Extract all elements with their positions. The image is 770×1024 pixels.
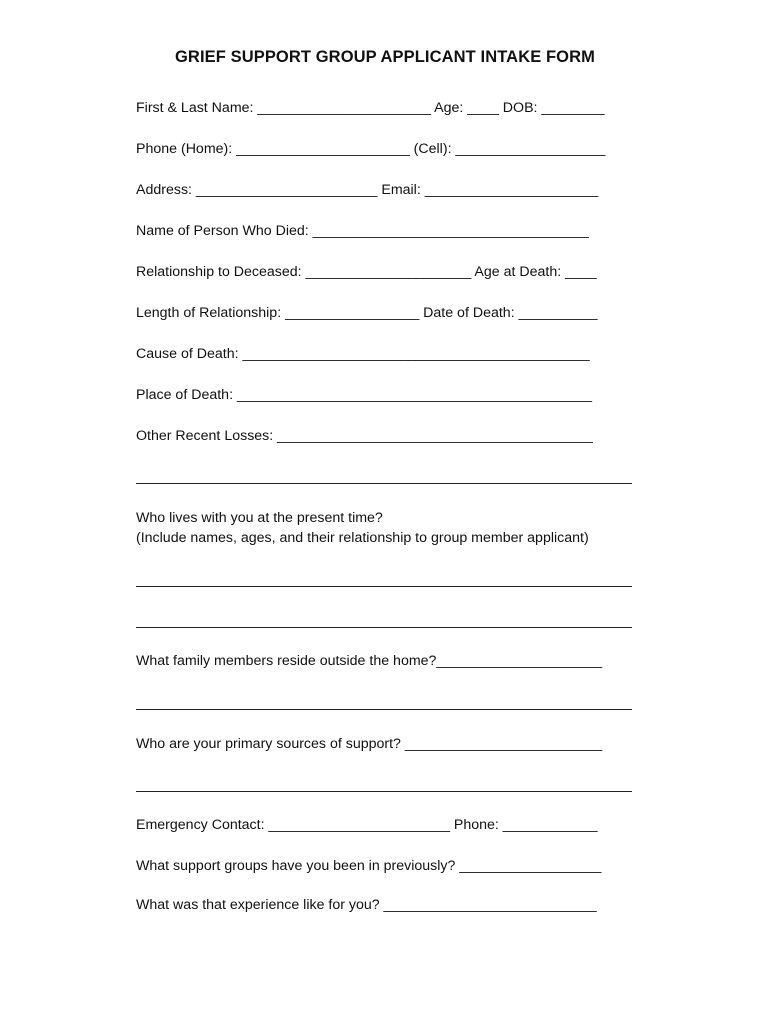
length-date-of-death-field[interactable]: Length of Relationship: _________________ Date of Death: __________ — [136, 305, 598, 321]
family-blank-line[interactable] — [136, 709, 632, 710]
place-of-death-field[interactable]: Place of Death: _____________________________________________ — [136, 387, 593, 403]
who-lives-blank-line-2[interactable] — [136, 627, 632, 628]
other-losses-blank-line[interactable] — [136, 483, 632, 484]
person-who-died-field[interactable]: Name of Person Who Died: ___________________________________ — [136, 223, 589, 239]
family-outside-home-field[interactable]: What family members reside outside the home?_____________________ — [136, 653, 603, 669]
experience-field[interactable]: What was that experience like for you? ___________________________ — [136, 897, 597, 913]
phone-field[interactable]: Phone (Home): ______________________ (Cell): ___________________ — [136, 141, 606, 157]
previous-support-groups-field[interactable]: What support groups have you been in previously? __________________ — [136, 858, 602, 874]
form-title: GRIEF SUPPORT GROUP APPLICANT INTAKE FORM — [175, 48, 595, 66]
emergency-contact-field[interactable]: Emergency Contact: _______________________ Phone: ____________ — [136, 817, 598, 833]
name-age-dob-field[interactable]: First & Last Name: ______________________ Age: ____ DOB: ________ — [136, 100, 605, 116]
cause-of-death-field[interactable]: Cause of Death: ____________________________________________ — [136, 346, 590, 362]
support-blank-line[interactable] — [136, 791, 632, 792]
who-lives-note: (Include names, ages, and their relationship to group member applicant) — [136, 530, 589, 546]
who-lives-question: Who lives with you at the present time? — [136, 510, 383, 526]
who-lives-blank-line-1[interactable] — [136, 586, 632, 587]
address-email-field[interactable]: Address: _______________________ Email: ______________________ — [136, 182, 599, 198]
other-recent-losses-field[interactable]: Other Recent Losses: ________________________________________ — [136, 428, 593, 444]
relationship-age-at-death-field[interactable]: Relationship to Deceased: _____________________ Age at Death: ____ — [136, 264, 597, 280]
primary-support-field[interactable]: Who are your primary sources of support? _________________________ — [136, 736, 603, 752]
